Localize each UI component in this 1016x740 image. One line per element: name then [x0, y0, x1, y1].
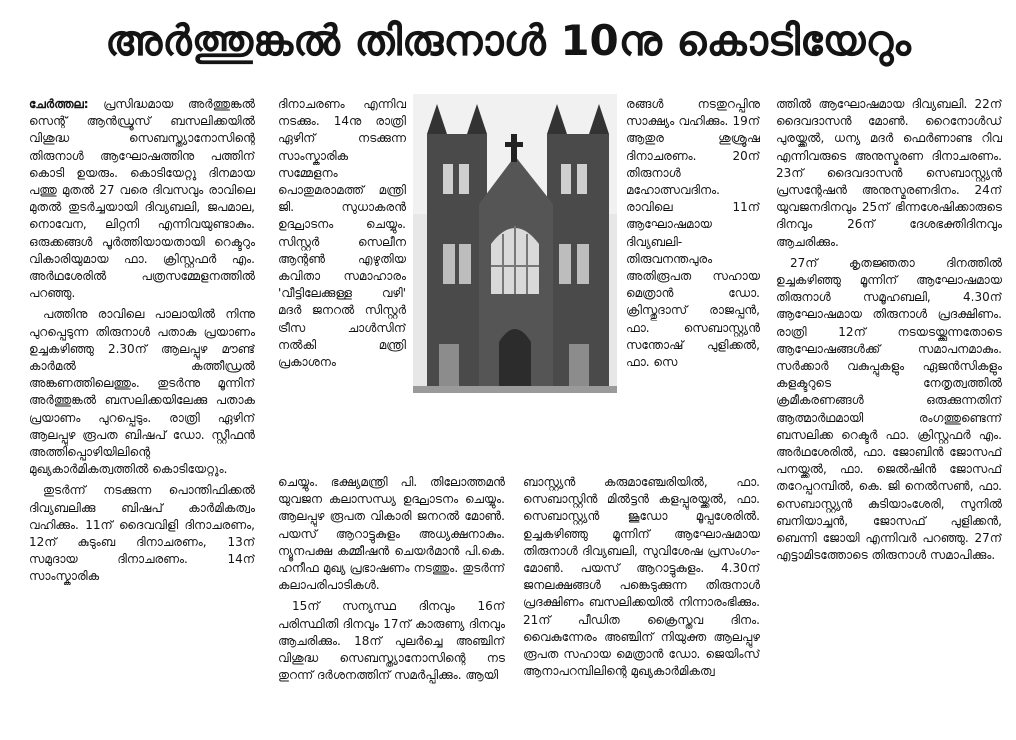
paragraph: പത്തിനു രാവിലെ പാലായിൽ നിന്നു പുറപ്പെടുന്ന തിരുനാൾ പതാക പ്രയാണം ഉച്ചകഴിഞ്ഞു 2.30ന് ആലപ്പുഴ മൗണ്ട് കാർമൽ കത്തീഡ്രൽ അങ്കണത്തിലെത്തും. തുടർന്നു മൂന്നിന് അർത്തുങ്കൽ ബസലിക്കയിലേക്കു പതാക പ്രയാണം പുറപ്പെടും. രാത്രി ഏഴിന് ആലപ്പുഴ രൂപത ബിഷപ് ഡോ. സ്റ്റീഫൻ അത്തിപ്പൊഴിയിലിന്റെ മുഖ്യകാർമികത്വത്തിൽ കൊടിയേറ്റും. [29, 307, 255, 477]
paragraph-text: പ്രസിദ്ധമായ അർത്തുങ്കൽ സെന്റ് ആൻഡ്രൂസ് ബസലിക്കയിൽ വിശുദ്ധ സെബസ്ത്യാനോസിന്റെ തിരുനാൾ ആഘോഷത്തിനു പത്തിന് കൊടി ഉയരും. കൊടിയേറ്റു ദിനമായ പത്തു മുതൽ 27 വരെ ദിവസവും രാവിലെ മുതൽ തുടർച്ചയായി ദിവ്യബലി, ജപമാല, നൊവേന, ലിറ്റനി എന്നിവയുണ്ടാകും. ഒരുക്കങ്ങൾ പൂർത്തിയായതായി റെക്ടറും വികാരിയുമായ ഫാ. ക്രിസ്റ്റഫർ എം. അർഥശേരിൽ പത്രസമ്മേളനത്തിൽ പറഞ്ഞു. [29, 97, 255, 301]
article-column-2-lower [278, 474, 505, 732]
church-photo [413, 94, 617, 393]
paragraph: 27ന് കൃതജ്ഞതാ ദിനത്തിൽ ഉച്ചകഴിഞ്ഞു മൂന്നിന് ആഘോഷമായ തിരുനാൾ സമൂഹബലി, 4.30ന് ആഘോഷമായ തിരുനാൾ പ്രദക്ഷിണം. രാത്രി 12ന് നടയടയ്ക്കുന്നതോടെ ആഘോഷങ്ങൾക്ക് സമാപനമാകും. സർക്കാർ വകുപ്പുകളും ഏജൻസികളും കളക്ടറുടെ നേതൃത്വത്തിൽ ക്രമീകരണങ്ങൾ ഒരുക്കുന്നതിന് ആത്മാർഥമായി രംഗത്തുണ്ടെന്ന് ബസലിക്ക റെക്ടർ ഫാ. ക്രിസ്റ്റഫർ എം. അർഥശേരിൽ, ഫാ. ജോബിൻ ജോസഫ് പനയ്ക്കൽ, ഫാ. ജെൽഷിൻ ജോസഫ് തറേപ്പറമ്പിൽ, കെ. ജി നെൽസൺ, ഫാ. സെബാസ്റ്റ്യൻ കുടിയാംശേരി, സുനിൽ ബനിയാച്ചൻ, ജോസഫ് പുളിക്കൻ, ബെന്നി ജോയി എന്നിവർ പറഞ്ഞു. 27ന് എട്ടാമിടത്തോടെ തിരുനാൾ സമാപിക്കും. [776, 255, 1002, 563]
paragraph: ദിനാചരണം എന്നിവ നടക്കും. 14നു രാത്രി ഏഴിന് നടക്കുന്ന സാംസ്കാരിക സമ്മേളനം പൊതുമരാമത്ത് മന്ത്രി ജി. സുധാകരൻ ഉദ്ഘാടനം ചെയ്യും. സിസ്റ്റർ സെലീന ആന്റൺ എഴുതിയ കവിതാ സമാഹാരം 'വീട്ടിലേക്കുള്ള വഴി' മദർ ജനറൽ സിസ്റ്റർ ട്രീസ ചാൾസിന് നൽകി മന്ത്രി പ്രകാശനം [278, 97, 406, 370]
church-illustration [413, 94, 617, 393]
dateline: ചേർത്തല: [29, 97, 89, 111]
article-column-3-upper [626, 96, 760, 468]
paragraph: ത്തിൽ ആഘോഷമായ ദിവ്യബലി. 22ന് ദൈവദാസൻ മോൺ. റൈനോൾഡ് പുരയ്ക്കൽ, ധന്യ മദർ ഫെർണാണ്ട റിവ എന്നിവരുടെ അനുസ്മരണ ദിനാചരണം. 23ന് ദൈവദാസൻ സെബാസ്റ്റ്യൻ പ്രസന്റേഷൻ അനുസ്മരണദിനം. 24ന് യുവജനദിനവും 25ന് ഭിന്നശേഷിക്കാരുടെ ദിനവും 26ന് ദേശഭക്തിദിനവും ആചരിക്കും. [776, 97, 1002, 249]
article-column-3-lower [523, 474, 760, 732]
paragraph: തുടർന്ന് നടക്കുന്ന പൊന്തിഫിക്കൽ ദിവ്യബലിക്കു ബിഷപ് കാർമികത്വം വഹിക്കും. 11ന് ദൈവവിളി ദിനാചരണം, 12ന് കുടുംബ ദിനാചരണം, 13ന് സമുദായ ദിനാചരണം. 14ന് സാംസ്കാരിക [29, 483, 255, 584]
paragraph: ചെയ്യും. ഭക്ഷ്യമന്ത്രി പി. തിലോത്തമൻ യുവജന കലാസന്ധ്യ ഉദ്ഘാടനം ചെയ്യും. ആലപ്പുഴ രൂപത വികാരി ജനറൽ മോൺ. പയസ് ആറാട്ടുകുളം അധ്യക്ഷനാകും. ന്യൂനപക്ഷ കമ്മീഷൻ ചെയർമാൻ പി.കെ. ഹനീഫ മുഖ്യ പ്രഭാഷണം നടത്തും. തുടർന്ന് കലാപരിപാടികൾ. [278, 475, 505, 593]
headline: അർത്തുങ്കൽ തിരുനാൾ 10നു കൊടിയേറും [105, 16, 911, 65]
paragraph: 15ന് സന്യസ്ഥ ദിനവും 16ന് പരിസ്ഥിതി ദിനവും 17ന് കാരുണ്യ ദിനവും ആചരിക്കും. 18ന് പുലർച്ചെ അഞ്ചിന് വിശുദ്ധ സെബസ്ത്യാനോസിന്റെ നട തുറന്ന് ദർശനത്തിന് സമർപ്പിക്കും. ആയി [278, 599, 505, 683]
paragraph [29, 96, 255, 302]
article-column-4 [776, 96, 1002, 732]
article-column-1 [29, 96, 255, 732]
paragraph: രങ്ങൾ നടതുറപ്പിനു സാക്ഷ്യം വഹിക്കും. 19ന് ആതുര ശുശ്രൂഷ ദിനാചരണം. 20ന് തിരുനാൾ മഹോത്സവദിനം. രാവിലെ 11ന് ആഘോഷമായ ദിവ്യബലി- തിരുവനന്തപുരം അതിരൂപത സഹായ മെത്രാൻ ഡോ. ക്രിസ്തുദാസ് രാജപ്പൻ, ഫാ. സെബാസ്റ്റ്യൻ സന്തോഷ് പുളിക്കൽ, ഫാ. സെ [626, 97, 760, 370]
paragraph: ബാസ്റ്റ്യൻ കരുമാഞ്ചേരിയിൽ, ഫാ. സെബാസ്റ്റിൻ മിൽട്ടൻ കളപ്പുരയ്ക്കൽ, ഫാ. സെബാസ്റ്റ്യൻ ജൂഡോ മൂപ്പശേരിൽ. ഉച്ചകഴിഞ്ഞു മൂന്നിന് ആഘോഷമായ തിരുനാൾ ദിവ്യബലി, സുവിശേഷ പ്രസംഗം-മോൺ. പയസ് ആറാട്ടുകുളം. 4.30ന് ജനലക്ഷങ്ങൾ പങ്കെടുക്കുന്ന തിരുനാൾ പ്രദക്ഷിണം ബസലിക്കയിൽ നിന്നാരംഭിക്കും. 21ന് പീഡിത ക്രൈസ്തവ ദിനം. വൈകുന്നേരം അഞ്ചിന് നിയുക്ത ആലപ്പുഴ രൂപത സഹായ മെത്രാൻ ഡോ. ജെയിംസ് ആനാപറമ്പിലിന്റെ മുഖ്യകാർമികത്വ [523, 475, 760, 679]
article-column-2-upper [278, 96, 406, 468]
